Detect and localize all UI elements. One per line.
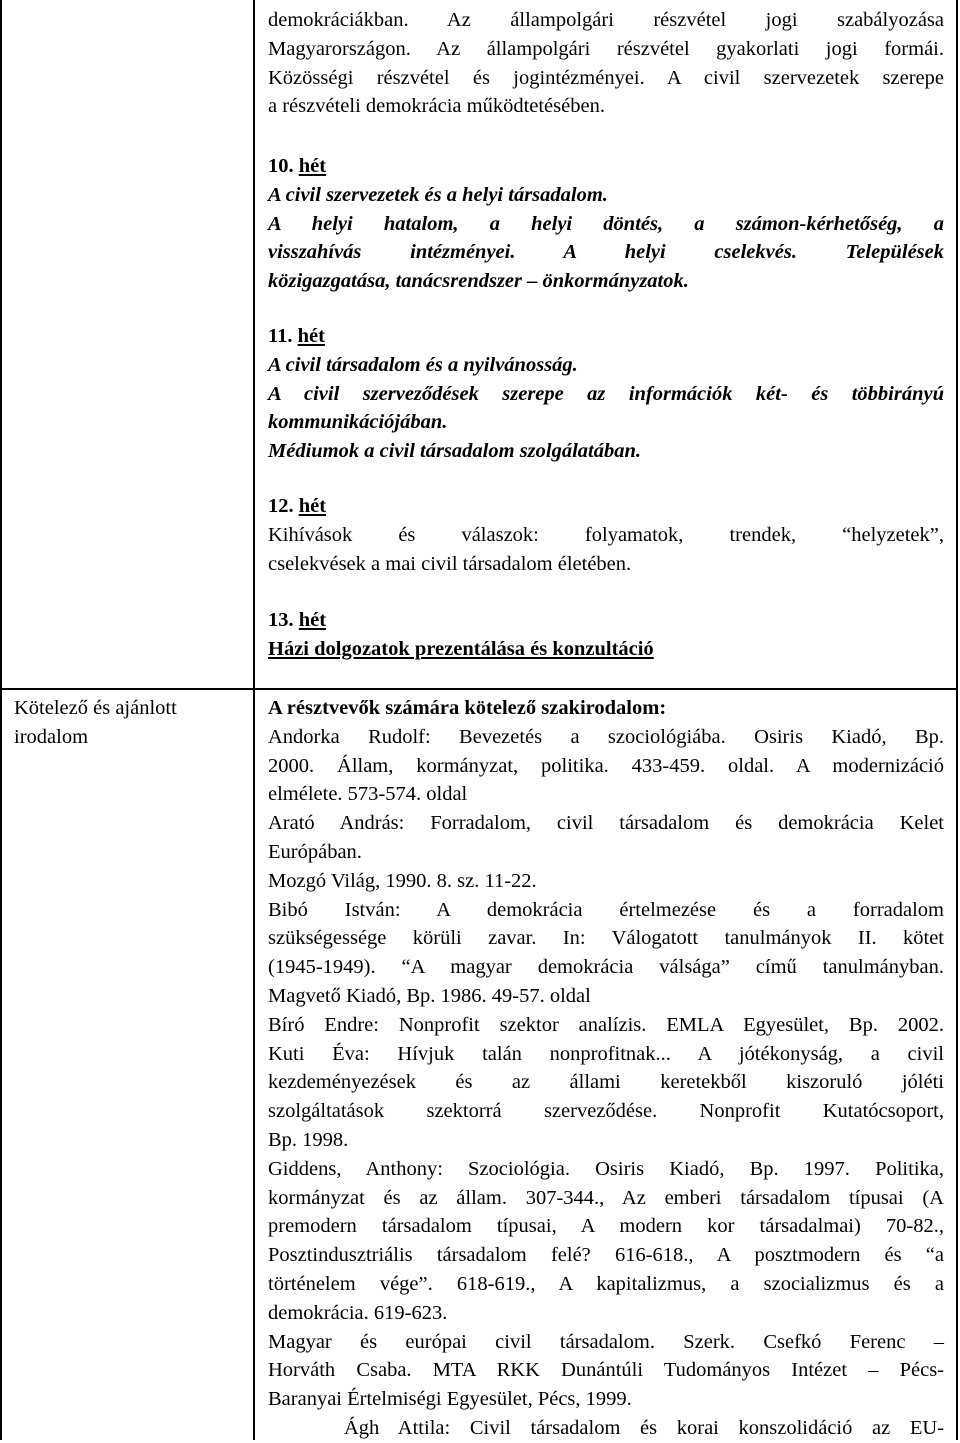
literature-list	[268, 694, 944, 1443]
reference-line: Bíró Endre: Nonprofit szektor analízis. EMLA Egyesület, Bp. 2002.	[268, 1013, 944, 1036]
reference-line: Mozgó Világ, 1990. 8. sz. 11-22.	[268, 869, 537, 892]
week-topic-line: A helyi hatalom, a helyi döntés, a számon-kérhetőség, a	[268, 212, 944, 235]
reference-line: Horváth Csaba. MTA RKK Dunántúli Tudományos Intézet – Pécs-	[268, 1359, 944, 1382]
literature-heading: A résztvevők számára kötelező szakirodalom:	[268, 697, 667, 719]
column-divider	[253, 0, 255, 1440]
week-topic-line: visszahívás intézményei. A helyi cselekvés. Települések	[268, 241, 944, 264]
reference-line: Arató András: Forradalom, civil társadalom és demokrácia Kelet	[268, 812, 944, 835]
label-line: Kötelező és ajánlott	[14, 697, 177, 719]
reference-line: elmélete. 573-574. oldal	[268, 783, 468, 806]
reference-line: premodern társadalom típusai, A modern kor társadalmai) 70-82.,	[268, 1215, 944, 1238]
reference-line: szükségessége körüli zavar. In: Válogatott tanulmányok II. kötet	[268, 927, 944, 950]
reference-line: Bp. 1998.	[268, 1128, 349, 1151]
reference-line: szolgáltatások szektorrá szerveződése. Nonprofit Kutatócsoport,	[268, 1100, 944, 1123]
week-heading: 13. hét	[268, 609, 327, 631]
reference-line: Bibó István: A demokrácia értelmezése és a forradalom	[268, 898, 944, 921]
row-divider	[0, 688, 958, 690]
week-topic-line: cselekvések a mai civil társadalom életében.	[268, 552, 632, 575]
text-line: Közösségi részvétel és jogintézményei. A civil szervezetek szerepe	[268, 66, 944, 89]
week-topic-line: A civil szerveződések szerepe az információk két- és többirányú	[268, 382, 944, 405]
week-heading: 10. hét	[268, 155, 327, 177]
reference-line: 2000. Állam, kormányzat, politika. 433-459. oldal. A modernizáció	[268, 754, 944, 777]
reference-line: kezdeményezések és az állami keretekből kiszoruló jóléti	[268, 1071, 944, 1094]
reference-line: történelem vége”. 618-619., A kapitalizmus, a szocializmus és a	[268, 1272, 944, 1295]
week-topic-line: Kihívások és válaszok: folyamatok, trendek, “helyzetek”,	[268, 523, 944, 546]
text-line: a részvételi demokrácia működtetésében.	[268, 95, 605, 118]
reference-line: kormányzat és az állam. 307-344., Az emberi társadalom típusai (A	[268, 1186, 944, 1209]
week-11-block	[268, 322, 944, 466]
text-line: demokráciákban. Az állampolgári részvétel jogi szabályozása	[268, 9, 944, 31]
week-13-block	[268, 606, 944, 664]
week-topic-line: közigazgatása, tanácsrendszer – önkormányzatok.	[268, 270, 689, 293]
week-10-block	[268, 152, 944, 296]
reference-line: Andorka Rudolf: Bevezetés a szociológiába. Osiris Kiadó, Bp.	[268, 725, 944, 748]
week-topic-line: A civil társadalom és a nyilvánosság.	[268, 353, 578, 376]
topic-continuation	[268, 6, 944, 121]
reference-line: Magvető Kiadó, Bp. 1986. 49-57. oldal	[268, 984, 591, 1007]
week-topic-line: kommunikációjában.	[268, 411, 448, 434]
reference-line: (1945-1949). “A magyar demokrácia válsága” című tanulmányban.	[268, 956, 944, 979]
week-heading: 11. hét	[268, 325, 325, 347]
reference-line: Kuti Éva: Hívjuk talán nonprofitnak... A jótékonyság, a civil	[268, 1042, 944, 1065]
week-topic-line: Házi dolgozatok prezentálása és konzultáció	[268, 637, 654, 660]
reference-line: Giddens, Anthony: Szociológia. Osiris Kiadó, Bp. 1997. Politika,	[268, 1157, 944, 1180]
week-heading: 12. hét	[268, 495, 327, 517]
reference-line: Európában.	[268, 840, 362, 863]
literature-label	[14, 694, 242, 752]
reference-line: Posztindusztriális társadalom felé? 616-618., A posztmodern és “a	[268, 1244, 944, 1267]
week-topic-line: Médiumok a civil társadalom szolgálatában.	[268, 440, 642, 463]
reference-line: Magyar és európai civil társadalom. Szerk. Csefkó Ferenc –	[268, 1330, 944, 1353]
week-topic-line: A civil szervezetek és a helyi társadalom.	[268, 183, 608, 206]
reference-line: Baranyai Értelmiségi Egyesület, Pécs, 1999.	[268, 1388, 632, 1411]
text-line: Magyarországon. Az állampolgári részvétel gyakorlati jogi formái.	[268, 37, 944, 60]
reference-line: demokrácia. 619-623.	[268, 1301, 448, 1324]
week-12-block	[268, 492, 944, 578]
reference-line: Ágh Attila: Civil társadalom és korai konszolidáció az EU-	[344, 1416, 944, 1439]
label-line: irodalom	[14, 726, 89, 748]
